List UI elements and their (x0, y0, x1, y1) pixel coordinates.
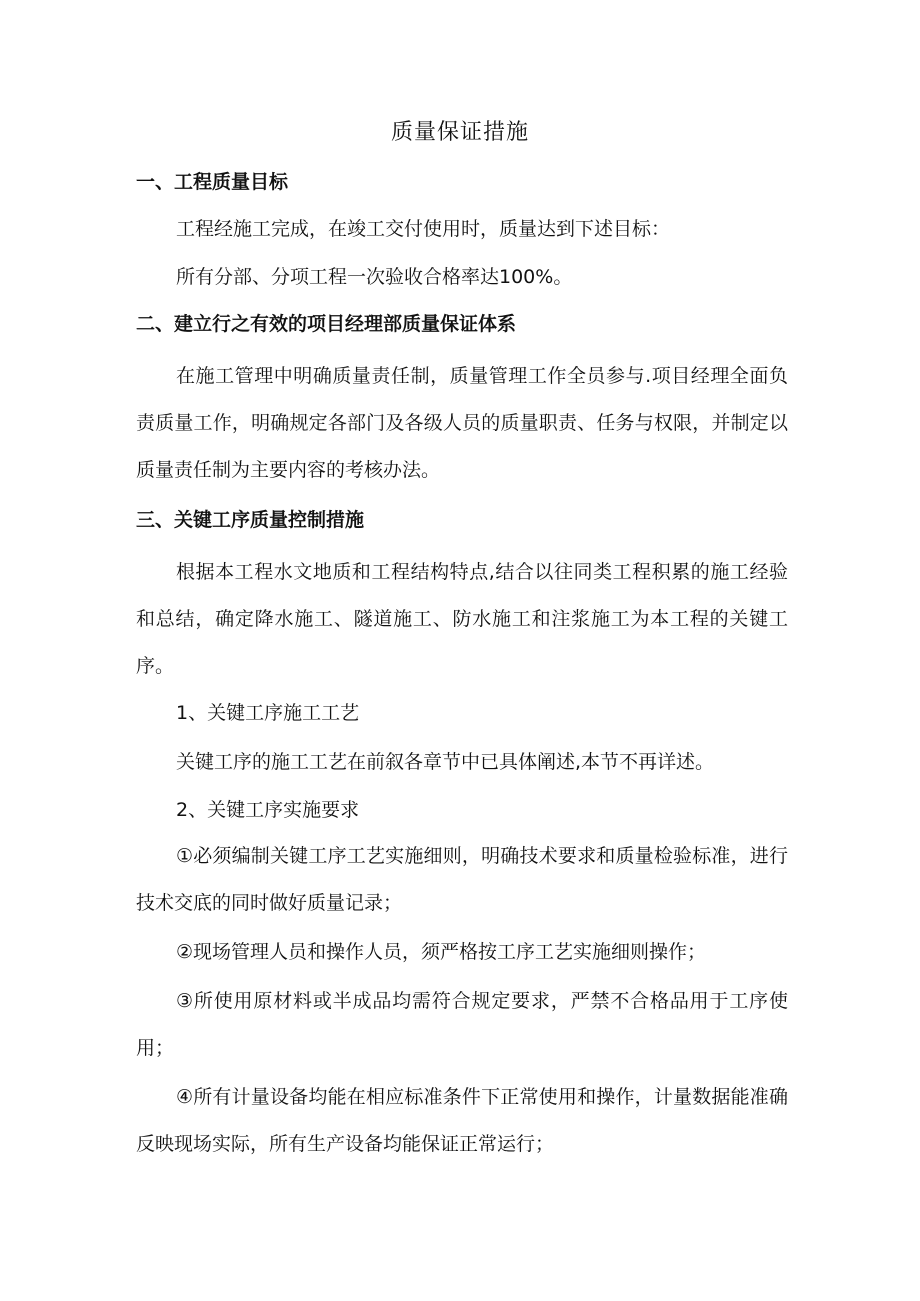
document-title: 质量保证措施 (390, 120, 529, 145)
subsection-1-heading: 1、关键工序施工工艺 (176, 702, 360, 724)
section-3-heading: 三、关键工序质量控制措施 (136, 509, 365, 531)
requirement-item-2: ②现场管理人员和操作人员，须严格按工序工艺实施细则操作； (176, 941, 707, 963)
section-1-line-1: 工程经施工完成，在竣工交付使用时，质量达到下述目标： (176, 218, 671, 240)
subsection-2-heading: 2、关键工序实施要求 (176, 799, 360, 821)
section-1-line-2: 所有分部、分项工程一次验收合格率达100%。 (176, 266, 573, 288)
requirement-item-4: ④所有计量设备均能在相应标准条件下正常使用和操作，计量数据能准确反映现场实际，所有生产设备均能保证正常运行； (136, 1086, 788, 1155)
section-3-paragraph: 根据本工程水文地质和工程结构特点,结合以往同类工程积累的施工经验和总结，确定降水施工、隧道施工、防水施工和注浆施工为本工程的关键工序。 (136, 561, 788, 677)
subsection-1-text: 关键工序的施工工艺在前叙各章节中已具体阐述,本节不再详述。 (176, 751, 715, 773)
requirement-item-1: ①必须编制关键工序工艺实施细则，明确技术要求和质量检验标准，进行技术交底的同时做好质量记录； (136, 845, 788, 914)
requirement-item-3: ③所使用原材料或半成品均需符合规定要求，严禁不合格品用于工序使用； (136, 990, 788, 1059)
section-2-heading: 二、建立行之有效的项目经理部质量保证体系 (136, 313, 517, 335)
section-2-paragraph: 在施工管理中明确质量责任制，质量管理工作全员参与.项目经理全面负责质量工作，明确规定各部门及各级人员的质量职责、任务与权限，并制定以质量责任制为主要内容的考核办法。 (136, 365, 788, 481)
section-1-heading: 一、工程质量目标 (136, 171, 289, 193)
